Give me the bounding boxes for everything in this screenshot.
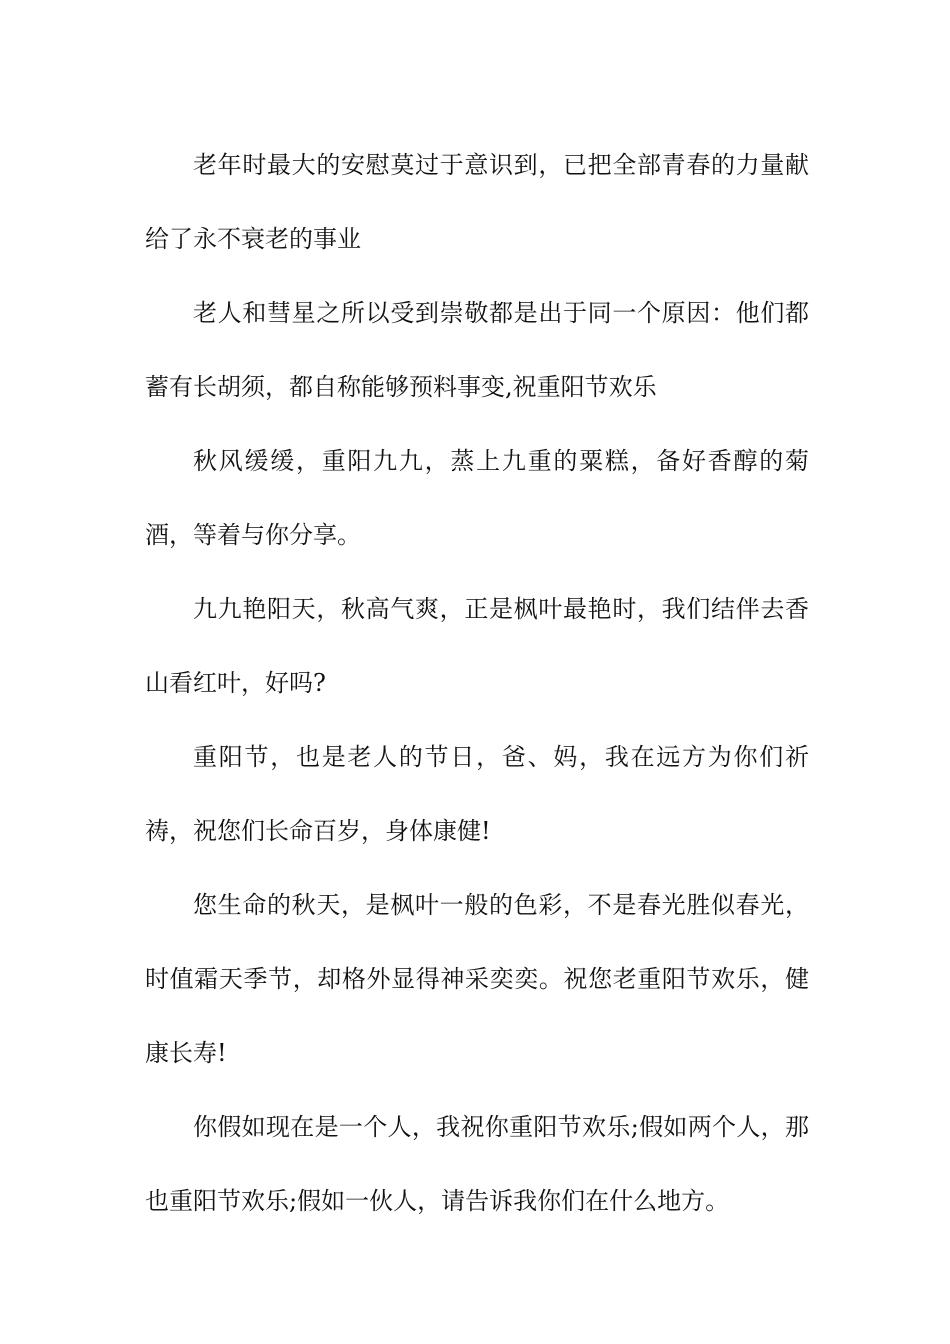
paragraph-1: 老年时最大的安慰莫过于意识到，已把全部青春的力量献给了永不衰老的事业 — [145, 151, 809, 253]
paragraph-5: 重阳节，也是老人的节日，爸、妈，我在远方为你们祈祷，祝您们长命百岁，身体康健! — [145, 743, 809, 845]
paragraph-2: 老人和彗星之所以受到崇敬都是出于同一个原因：他们都蓄有长胡须，都自称能够预料事变,祝重阳节欢乐 — [145, 299, 809, 401]
document-body — [145, 128, 809, 1238]
paragraph-6: 您生命的秋天，是枫叶一般的色彩，不是春光胜似春光，时值霜天季节，却格外显得神采奕奕。祝您老重阳节欢乐，健康长寿! — [145, 891, 809, 1067]
paragraph-7: 你假如现在是一个人，我祝你重阳节欢乐;假如两个人，那也重阳节欢乐;假如一伙人，请告诉我你们在什么地方。 — [145, 1113, 809, 1215]
paragraph-4: 九九艳阳天，秋高气爽，正是枫叶最艳时，我们结伴去香山看红叶，好吗? — [145, 595, 809, 697]
paragraph-3: 秋风缓缓，重阳九九，蒸上九重的粟糕，备好香醇的菊酒，等着与你分享。 — [145, 447, 809, 549]
